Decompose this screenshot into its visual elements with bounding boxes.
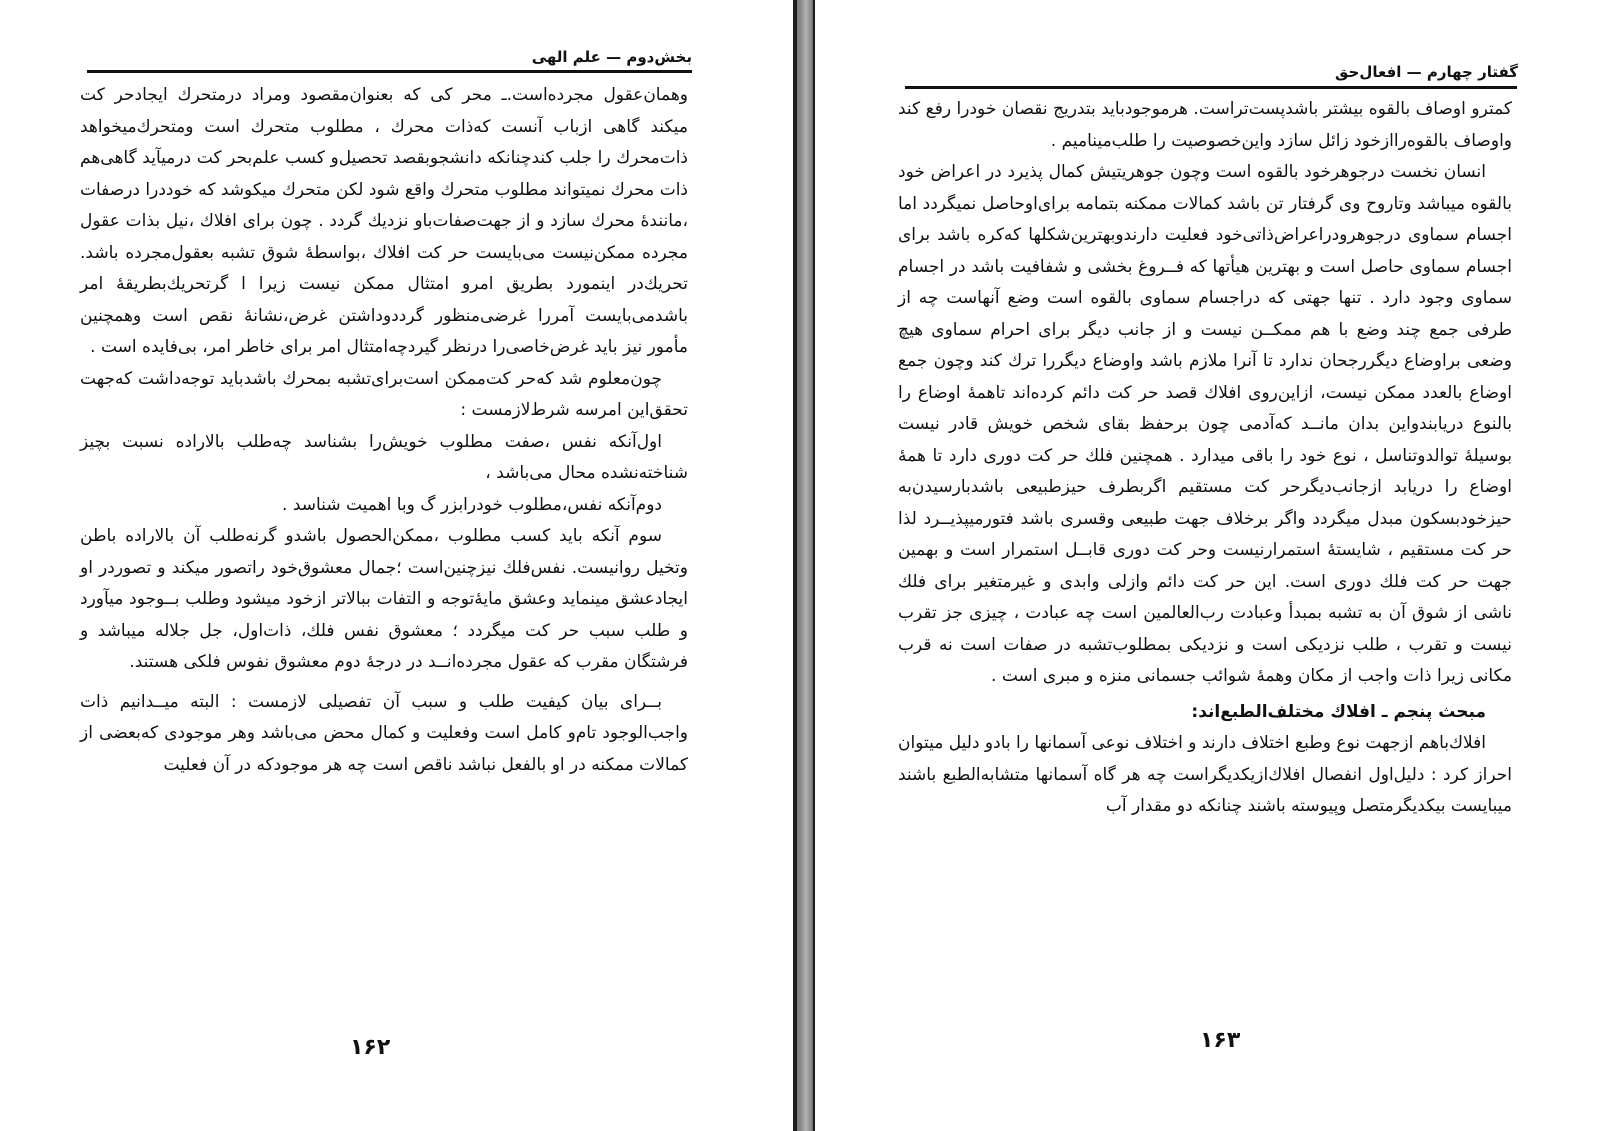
- right-header-rule: [905, 86, 1517, 89]
- right-paragraph-1: کمترو اوصاف بالقوه بیشتر باشدپست‌تراست. هرموجودباید بتدریج نقصان خودرا رفع کند واوصاف بالقوه‌راازخود زائل سازد واین‌خصوصیت را طلب‌مینامیم .: [898, 99, 1512, 151]
- left-paragraph-2: چون‌معلوم شد که‌حر کت‌ممکن است‌برای‌تشبه بمحرك باشدباید توجه‌داشت کەجهت تحقق‌این امرسه شرط‌لازمست :: [80, 368, 688, 420]
- right-running-head: گفتار چهارم — افعال‌حق: [1335, 63, 1518, 81]
- left-paragraph-6: بــرای بیان کیفیت طلب و سبب آن تفصیلی لازمست : البته میــدانیم ذات واجب‌الوجود تام‌و کامل است وفعلیت و کمال محض می‌باشد وهر موجودی که‌بعضی از کمالات ممکنه در او بالفعل نباشد ناقص است چه هر موجودکه در آن فعلیت: [80, 691, 688, 775]
- right-body-text: [898, 94, 1512, 823]
- gutter-edge-left: [793, 0, 797, 1131]
- left-paragraph-5: سوم آنکه باید کسب مطلوب ،ممکن‌الحصول باشدو گرنه‌طلب آن بالاراده باطن وتخیل‌ روانیست. نفس‌فلك نیزچنین‌است ؛جمال معشوق‌خود راتصور میکند و تصوردر او ایجادعشق مینماید وعشق مایهٔ‌توجه و التفات ببالاتر ازخود میشود وطلب بــوجود میآورد و طلب سبب حر کت میگردد ؛ معشوق نفس فلك، ذات‌اول، جل جلاله میباشد و فرشتگان مقرب که عقول مجرده‌انــد در درجهٔ دوم معشوق نفوس فلکی هستند.: [80, 526, 688, 672]
- right-page: [815, 0, 1608, 1131]
- right-section-paragraph: افلاك‌باهم ازجهت نوع وطبع اختلاف دارند و اختلاف نوعی آسمانها را بادو دلیل میتوان احراز کرد : دلیل‌اول انفصال افلاك‌ازیکدیگراست چه هر گاه آسمانها متشابه‌الطبع باشند میبایست بیکدیگرمتصل وپیوسته باشند چنانکه دو مقدار آب: [898, 733, 1512, 816]
- right-page-number: ۱۶۳: [1200, 1028, 1241, 1053]
- left-running-head: بخش‌دوم — علم الهی: [531, 48, 692, 66]
- left-page: [0, 0, 795, 1131]
- left-paragraph-4: دوم‌آنکه نفس،مطلوب خودرابزر گ وبا اهمیت شناسد .: [282, 494, 662, 515]
- right-paragraph-2: انسان نخست درجوهرخود بالقوه است وچون جوهر‌یتیش کمال پذیرد در اعراض خود بالقوه میباشد وتاروح وی گرفتار تن باشد کمالات ممکنه بتمامه برای‌اوحاصل نمیگردد اما اجسام سماوی درجوهرودراعراض‌ذاتی‌خود فعلیت دارندو‌بهترین‌شکلها که‌کره باشد برای اجسام سماوی حاصل است و بهترین هیأتها که فــروغ بخشی و شفافیت باشد در اجسام سماوی وجود دارد . تنها جهتی که دراجسام سماوی بالقوه است وضع آنهاست چه از طرفی جمع چند وضع با هم ممکــن نیست و از جانب دیگر برای احرام سماوی هیچ وضعی براوضاع دیگررجحان ندارد تا آنرا ملازم باشد واوضاع دیگررا ترك کند وچون جمع اوضاع بالعدد ممکن نیست، ازاین‌روی افلاك قصد حر کت دائم کرده‌اند تاهمهٔ اوضاع را بالنوع دریابندواین بدان مانــد که‌آدمی چون برحفظ بقای شخص خویش قادر نیست بوسیلهٔ توالدوتناسل ، نوع خود را باقی میدارد . همچنین فلك حر کت دوری دارد تا همهٔ اوضاع را دریابد ازجانب‌دیگرحر کت مستقیم اگربطرف حیزطبیعی باشدبارسیدن‌به حیزخودبسکون مبدل میگردد واگر برخلاف جهت طبیعی وقسری باشد فتورمیپذیــرد لذا حر کت مستقیم ، شایستهٔ استمرارنیست وحر کت دوری قابــل استمرار است و بهمین جهت حر کت فلك دوری است. این حر کت دائم وازلی وابدی و غیرمتغیر برای فلك ناشی از شوق آن به تشبه بمبدأ وعبادت رب‌العالمین است چه عبادت ، چیزی جز تقرب نیست و تقرب ، طلب نزدیکی است و نزدیکی بمطلوب‌تشبه در صفات است نه قرب مکانی زیرا ذات واجب از مکان وهمهٔ شوائب جسمانی منزه و مبری است .: [898, 162, 1512, 686]
- book-gutter: [795, 0, 815, 1131]
- left-paragraph-3: اول‌آنکه نفس ،صفت مطلوب خویش‌را بشناسد چه‌طلب بالاراده نسبت بچیز شناخته‌نشده محال می‌باشد ،: [80, 431, 688, 483]
- section-heading: مبحث پنجم ـ افلاك مختلف‌الطبع‌اند:: [1191, 701, 1486, 722]
- left-body-text: [80, 80, 688, 781]
- left-paragraph-1: وهمان‌عقول مجرده‌است.ـ محر کی که بعنوان‌مقصود ومراد درمتحرك ایجادحر کت میکند گاهی ازباب آنست کەذات محرك ، مطلوب متحرك است ومتحرك‌میخواهد ذات‌محرك را جلب کندچنانکه دانشجوبقصد تحصیل‌و کسب علم‌بحر کت درمیآید گاهی‌هم ذات محرك نمیتواند مطلوب متحرك واقع شود لکن متحرك میکوشد که خوددرا درصفات ،مانندهٔ محرك سازد و از جهت‌صفات‌باو نزدیك گردد . چون برای افلاك ،نیل بذات عقول مجرده ممکن‌نیست می‌بایست حر کت افلاك ،بواسطهٔ شوق تشبه بعقول‌مجرده باشد. تحریك‌در اینمورد بطریق امرو امتثال ممکن نیست زیرا ا گرتحریك‌بطریقهٔ امر باشدمی‌بایست آمررا غرضی‌منظور گرددوداشتن غرض،نشانهٔ نقص است وهمچنین مأمور نیز باید غرض‌خاصی‌را درنظر گیردچه‌امتثال امر برای خاطر امر، بی‌فایده است .: [80, 85, 688, 357]
- left-header-rule: [87, 70, 692, 73]
- left-page-number: ۱۶۲: [350, 1035, 391, 1060]
